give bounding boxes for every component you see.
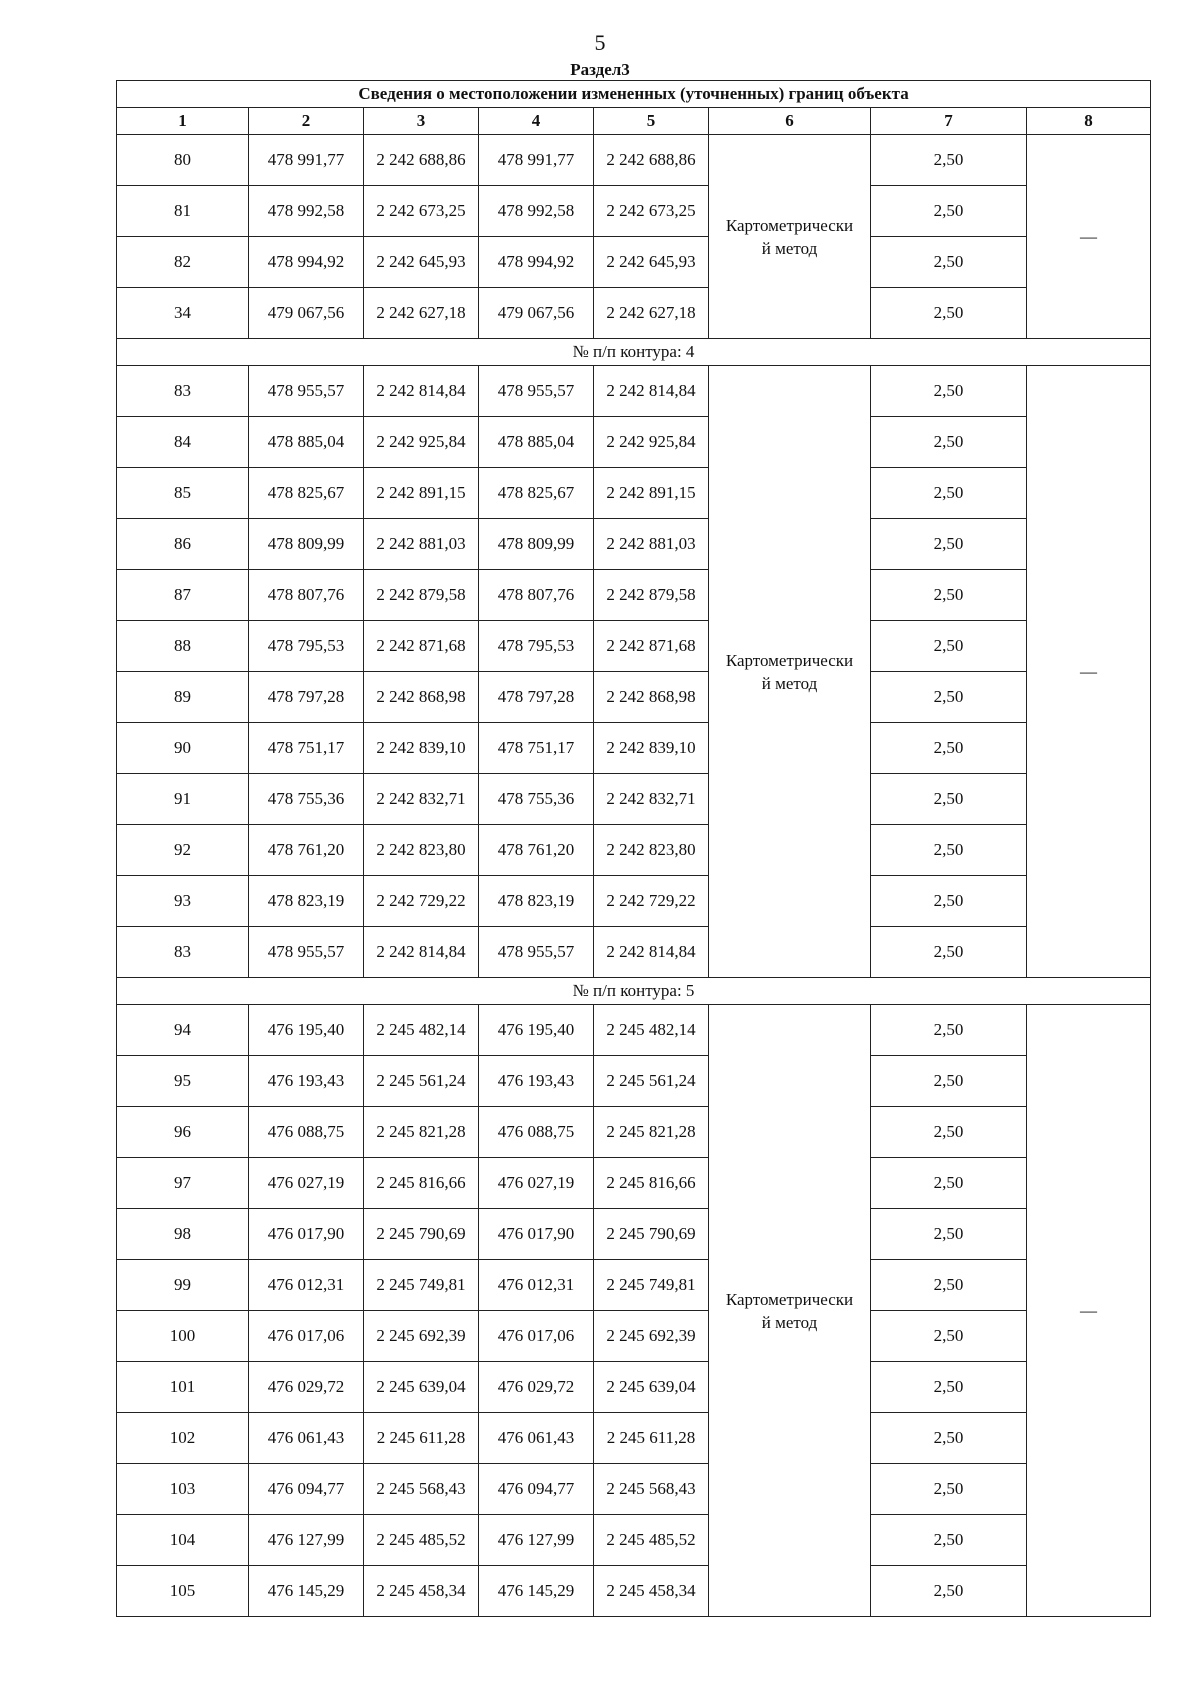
- point-number-cell: 80: [117, 135, 249, 186]
- coord-x-cell: 479 067,56: [249, 288, 364, 339]
- coord-x-cell: 476 145,29: [249, 1566, 364, 1617]
- coord-x-refined-cell: 476 127,99: [479, 1515, 594, 1566]
- coord-y-cell: 2 242 832,71: [364, 774, 479, 825]
- accuracy-cell: 2,50: [871, 1464, 1027, 1515]
- table-row: [117, 1107, 1151, 1158]
- coord-y-refined-cell: 2 242 688,86: [594, 135, 709, 186]
- table-row: [117, 237, 1151, 288]
- point-number-cell: 96: [117, 1107, 249, 1158]
- method-text-line1: Картометрически: [725, 1289, 854, 1309]
- note-cell: —: [1027, 1005, 1151, 1617]
- coord-x-refined-cell: 478 823,19: [479, 876, 594, 927]
- coord-y-refined-cell: 2 245 458,34: [594, 1566, 709, 1617]
- table-body: [117, 135, 1151, 1617]
- coord-x-refined-cell: 478 885,04: [479, 417, 594, 468]
- coord-y-refined-cell: 2 242 881,03: [594, 519, 709, 570]
- coord-x-cell: 478 807,76: [249, 570, 364, 621]
- coord-y-cell: 2 245 568,43: [364, 1464, 479, 1515]
- accuracy-cell: 2,50: [871, 1515, 1027, 1566]
- coord-x-refined-cell: 478 795,53: [479, 621, 594, 672]
- coord-x-cell: 478 761,20: [249, 825, 364, 876]
- table-row: [117, 1158, 1151, 1209]
- point-number-cell: 88: [117, 621, 249, 672]
- table-row: [117, 1566, 1151, 1617]
- coord-y-cell: 2 245 611,28: [364, 1413, 479, 1464]
- coord-x-refined-cell: 478 807,76: [479, 570, 594, 621]
- column-header: 2: [249, 108, 364, 135]
- coord-x-cell: 476 061,43: [249, 1413, 364, 1464]
- point-number-cell: 101: [117, 1362, 249, 1413]
- coord-x-refined-cell: 476 017,90: [479, 1209, 594, 1260]
- coord-x-cell: 476 017,06: [249, 1311, 364, 1362]
- coord-x-refined-cell: 476 094,77: [479, 1464, 594, 1515]
- coord-x-refined-cell: 476 061,43: [479, 1413, 594, 1464]
- method-text-line2: й метод: [761, 673, 818, 693]
- coord-x-cell: 478 809,99: [249, 519, 364, 570]
- accuracy-cell: 2,50: [871, 519, 1027, 570]
- point-number-cell: 82: [117, 237, 249, 288]
- coord-x-cell: 478 823,19: [249, 876, 364, 927]
- accuracy-cell: 2,50: [871, 1158, 1027, 1209]
- coord-x-refined-cell: 476 195,40: [479, 1005, 594, 1056]
- table-row: [117, 876, 1151, 927]
- point-number-cell: 104: [117, 1515, 249, 1566]
- table-row: [117, 570, 1151, 621]
- table-row: [117, 1209, 1151, 1260]
- coord-y-cell: 2 245 482,14: [364, 1005, 479, 1056]
- coord-y-cell: 2 245 821,28: [364, 1107, 479, 1158]
- coord-y-refined-cell: 2 245 561,24: [594, 1056, 709, 1107]
- table-row: [117, 1362, 1151, 1413]
- section-title: Раздел3: [570, 60, 630, 79]
- table-caption-row: [117, 81, 1151, 108]
- coord-x-cell: 476 027,19: [249, 1158, 364, 1209]
- coord-y-cell: 2 242 868,98: [364, 672, 479, 723]
- table-row: [117, 1515, 1151, 1566]
- accuracy-cell: 2,50: [871, 186, 1027, 237]
- table-header-row: [117, 108, 1151, 135]
- accuracy-cell: 2,50: [871, 468, 1027, 519]
- note-cell: —: [1027, 366, 1151, 978]
- coord-x-refined-cell: 476 017,06: [479, 1311, 594, 1362]
- contour-row: [117, 339, 1151, 366]
- coord-y-cell: 2 242 673,25: [364, 186, 479, 237]
- point-number-cell: 83: [117, 927, 249, 978]
- coord-x-refined-cell: 478 991,77: [479, 135, 594, 186]
- point-number-cell: 34: [117, 288, 249, 339]
- method-cell: [709, 1005, 871, 1617]
- coord-x-refined-cell: 478 994,92: [479, 237, 594, 288]
- accuracy-cell: 2,50: [871, 1362, 1027, 1413]
- table-row: [117, 288, 1151, 339]
- column-header: 4: [479, 108, 594, 135]
- coord-x-cell: 478 795,53: [249, 621, 364, 672]
- coord-x-cell: 478 797,28: [249, 672, 364, 723]
- coord-y-cell: 2 245 639,04: [364, 1362, 479, 1413]
- coord-x-refined-cell: 478 992,58: [479, 186, 594, 237]
- table-row: [117, 1005, 1151, 1056]
- method-cell: [709, 135, 871, 339]
- contour-label: № п/п контура: 5: [117, 978, 1151, 1005]
- table-row: [117, 135, 1151, 186]
- coord-y-refined-cell: 2 245 568,43: [594, 1464, 709, 1515]
- coord-x-cell: 478 751,17: [249, 723, 364, 774]
- column-header: 8: [1027, 108, 1151, 135]
- coord-y-cell: 2 245 749,81: [364, 1260, 479, 1311]
- accuracy-cell: 2,50: [871, 723, 1027, 774]
- coord-x-cell: 478 955,57: [249, 366, 364, 417]
- coord-x-cell: 478 885,04: [249, 417, 364, 468]
- accuracy-cell: 2,50: [871, 1566, 1027, 1617]
- coord-x-refined-cell: 478 797,28: [479, 672, 594, 723]
- coord-y-refined-cell: 2 242 645,93: [594, 237, 709, 288]
- coord-y-refined-cell: 2 245 485,52: [594, 1515, 709, 1566]
- coord-y-cell: 2 245 692,39: [364, 1311, 479, 1362]
- method-text-line2: й метод: [761, 238, 818, 258]
- coord-y-refined-cell: 2 242 823,80: [594, 825, 709, 876]
- coord-y-cell: 2 242 881,03: [364, 519, 479, 570]
- coord-x-cell: 478 825,67: [249, 468, 364, 519]
- accuracy-cell: 2,50: [871, 1107, 1027, 1158]
- point-number-cell: 99: [117, 1260, 249, 1311]
- column-header: 3: [364, 108, 479, 135]
- coord-x-refined-cell: 478 755,36: [479, 774, 594, 825]
- coord-x-refined-cell: 476 027,19: [479, 1158, 594, 1209]
- coord-y-refined-cell: 2 242 891,15: [594, 468, 709, 519]
- coord-y-cell: 2 245 485,52: [364, 1515, 479, 1566]
- table-row: [117, 1311, 1151, 1362]
- table-row: [117, 927, 1151, 978]
- coord-y-cell: 2 242 871,68: [364, 621, 479, 672]
- point-number-cell: 91: [117, 774, 249, 825]
- coord-y-cell: 2 242 645,93: [364, 237, 479, 288]
- coord-y-refined-cell: 2 242 832,71: [594, 774, 709, 825]
- method-text-line1: Картометрически: [725, 215, 854, 235]
- coord-y-cell: 2 242 925,84: [364, 417, 479, 468]
- table-row: [117, 186, 1151, 237]
- coord-y-refined-cell: 2 242 673,25: [594, 186, 709, 237]
- coord-x-cell: 476 088,75: [249, 1107, 364, 1158]
- coord-y-cell: 2 242 839,10: [364, 723, 479, 774]
- accuracy-cell: 2,50: [871, 570, 1027, 621]
- coord-x-refined-cell: 478 761,20: [479, 825, 594, 876]
- accuracy-cell: 2,50: [871, 366, 1027, 417]
- method-text-line1: Картометрически: [725, 650, 854, 670]
- table-row: [117, 519, 1151, 570]
- accuracy-cell: 2,50: [871, 927, 1027, 978]
- coord-y-refined-cell: 2 242 839,10: [594, 723, 709, 774]
- point-number-cell: 85: [117, 468, 249, 519]
- coord-y-cell: 2 242 879,58: [364, 570, 479, 621]
- coord-y-cell: 2 245 458,34: [364, 1566, 479, 1617]
- accuracy-cell: 2,50: [871, 135, 1027, 186]
- coord-y-refined-cell: 2 242 879,58: [594, 570, 709, 621]
- point-number-cell: 84: [117, 417, 249, 468]
- coord-y-cell: 2 245 816,66: [364, 1158, 479, 1209]
- coord-x-refined-cell: 478 955,57: [479, 927, 594, 978]
- point-number-cell: 95: [117, 1056, 249, 1107]
- coord-y-refined-cell: 2 245 749,81: [594, 1260, 709, 1311]
- coord-x-cell: 476 012,31: [249, 1260, 364, 1311]
- table-row: [117, 672, 1151, 723]
- coord-y-refined-cell: 2 242 729,22: [594, 876, 709, 927]
- accuracy-cell: 2,50: [871, 825, 1027, 876]
- column-header: 7: [871, 108, 1027, 135]
- point-number-cell: 98: [117, 1209, 249, 1260]
- coord-x-cell: 476 195,40: [249, 1005, 364, 1056]
- coord-x-cell: 478 994,92: [249, 237, 364, 288]
- coord-x-refined-cell: 478 751,17: [479, 723, 594, 774]
- accuracy-cell: 2,50: [871, 1260, 1027, 1311]
- accuracy-cell: 2,50: [871, 237, 1027, 288]
- column-header: 6: [709, 108, 871, 135]
- contour-label: № п/п контура: 4: [117, 339, 1151, 366]
- coord-y-refined-cell: 2 242 871,68: [594, 621, 709, 672]
- coord-y-refined-cell: 2 245 611,28: [594, 1413, 709, 1464]
- coord-y-refined-cell: 2 245 816,66: [594, 1158, 709, 1209]
- point-number-cell: 93: [117, 876, 249, 927]
- table-row: [117, 1464, 1151, 1515]
- coord-y-refined-cell: 2 245 821,28: [594, 1107, 709, 1158]
- coord-x-cell: 476 094,77: [249, 1464, 364, 1515]
- point-number-cell: 94: [117, 1005, 249, 1056]
- coord-x-refined-cell: 478 825,67: [479, 468, 594, 519]
- coord-x-cell: 476 017,90: [249, 1209, 364, 1260]
- coord-y-cell: 2 242 814,84: [364, 927, 479, 978]
- coord-x-cell: 476 127,99: [249, 1515, 364, 1566]
- coord-y-refined-cell: 2 245 790,69: [594, 1209, 709, 1260]
- coord-x-cell: 478 755,36: [249, 774, 364, 825]
- accuracy-cell: 2,50: [871, 876, 1027, 927]
- coord-x-cell: 478 991,77: [249, 135, 364, 186]
- point-number-cell: 90: [117, 723, 249, 774]
- accuracy-cell: 2,50: [871, 1413, 1027, 1464]
- coord-y-refined-cell: 2 242 925,84: [594, 417, 709, 468]
- coord-x-refined-cell: 476 029,72: [479, 1362, 594, 1413]
- point-number-cell: 100: [117, 1311, 249, 1362]
- accuracy-cell: 2,50: [871, 1005, 1027, 1056]
- coord-y-refined-cell: 2 245 639,04: [594, 1362, 709, 1413]
- table-row: [117, 1056, 1151, 1107]
- coord-x-cell: 476 193,43: [249, 1056, 364, 1107]
- accuracy-cell: 2,50: [871, 1311, 1027, 1362]
- coord-y-refined-cell: 2 242 814,84: [594, 927, 709, 978]
- point-number-cell: 87: [117, 570, 249, 621]
- table-row: [117, 417, 1151, 468]
- coord-y-cell: 2 242 688,86: [364, 135, 479, 186]
- coord-y-cell: 2 242 627,18: [364, 288, 479, 339]
- accuracy-cell: 2,50: [871, 774, 1027, 825]
- table-row: [117, 1413, 1151, 1464]
- table-row: [117, 366, 1151, 417]
- table-row: [117, 621, 1151, 672]
- point-number-cell: 83: [117, 366, 249, 417]
- accuracy-cell: 2,50: [871, 1209, 1027, 1260]
- table-caption: Сведения о местоположении измененных (уточненных) границ объекта: [117, 81, 1151, 108]
- point-number-cell: 86: [117, 519, 249, 570]
- column-header: 1: [117, 108, 249, 135]
- coord-x-refined-cell: 476 145,29: [479, 1566, 594, 1617]
- method-cell: [709, 366, 871, 978]
- point-number-cell: 103: [117, 1464, 249, 1515]
- coord-y-cell: 2 242 823,80: [364, 825, 479, 876]
- accuracy-cell: 2,50: [871, 417, 1027, 468]
- coord-x-cell: 476 029,72: [249, 1362, 364, 1413]
- page-number: 5: [594, 30, 606, 55]
- point-number-cell: 102: [117, 1413, 249, 1464]
- accuracy-cell: 2,50: [871, 288, 1027, 339]
- coord-x-refined-cell: 476 012,31: [479, 1260, 594, 1311]
- coord-y-refined-cell: 2 245 692,39: [594, 1311, 709, 1362]
- coord-y-cell: 2 242 814,84: [364, 366, 479, 417]
- coord-y-cell: 2 245 790,69: [364, 1209, 479, 1260]
- accuracy-cell: 2,50: [871, 621, 1027, 672]
- table-row: [117, 774, 1151, 825]
- coord-x-refined-cell: 476 088,75: [479, 1107, 594, 1158]
- contour-row: [117, 978, 1151, 1005]
- coord-x-cell: 478 992,58: [249, 186, 364, 237]
- coord-x-refined-cell: 476 193,43: [479, 1056, 594, 1107]
- coord-x-refined-cell: 478 809,99: [479, 519, 594, 570]
- coord-y-cell: 2 242 729,22: [364, 876, 479, 927]
- coord-y-cell: 2 242 891,15: [364, 468, 479, 519]
- column-header: 5: [594, 108, 709, 135]
- point-number-cell: 81: [117, 186, 249, 237]
- table-row: [117, 825, 1151, 876]
- coord-y-refined-cell: 2 242 627,18: [594, 288, 709, 339]
- coord-y-refined-cell: 2 242 814,84: [594, 366, 709, 417]
- coord-x-cell: 478 955,57: [249, 927, 364, 978]
- point-number-cell: 89: [117, 672, 249, 723]
- coord-y-refined-cell: 2 242 868,98: [594, 672, 709, 723]
- point-number-cell: 97: [117, 1158, 249, 1209]
- coord-y-refined-cell: 2 245 482,14: [594, 1005, 709, 1056]
- boundary-table: [116, 80, 1151, 1617]
- accuracy-cell: 2,50: [871, 672, 1027, 723]
- point-number-cell: 92: [117, 825, 249, 876]
- table-row: [117, 1260, 1151, 1311]
- coord-x-refined-cell: 478 955,57: [479, 366, 594, 417]
- point-number-cell: 105: [117, 1566, 249, 1617]
- coord-y-cell: 2 245 561,24: [364, 1056, 479, 1107]
- method-text-line2: й метод: [761, 1312, 818, 1332]
- table-row: [117, 723, 1151, 774]
- note-cell: —: [1027, 135, 1151, 339]
- accuracy-cell: 2,50: [871, 1056, 1027, 1107]
- table-row: [117, 468, 1151, 519]
- coord-x-refined-cell: 479 067,56: [479, 288, 594, 339]
